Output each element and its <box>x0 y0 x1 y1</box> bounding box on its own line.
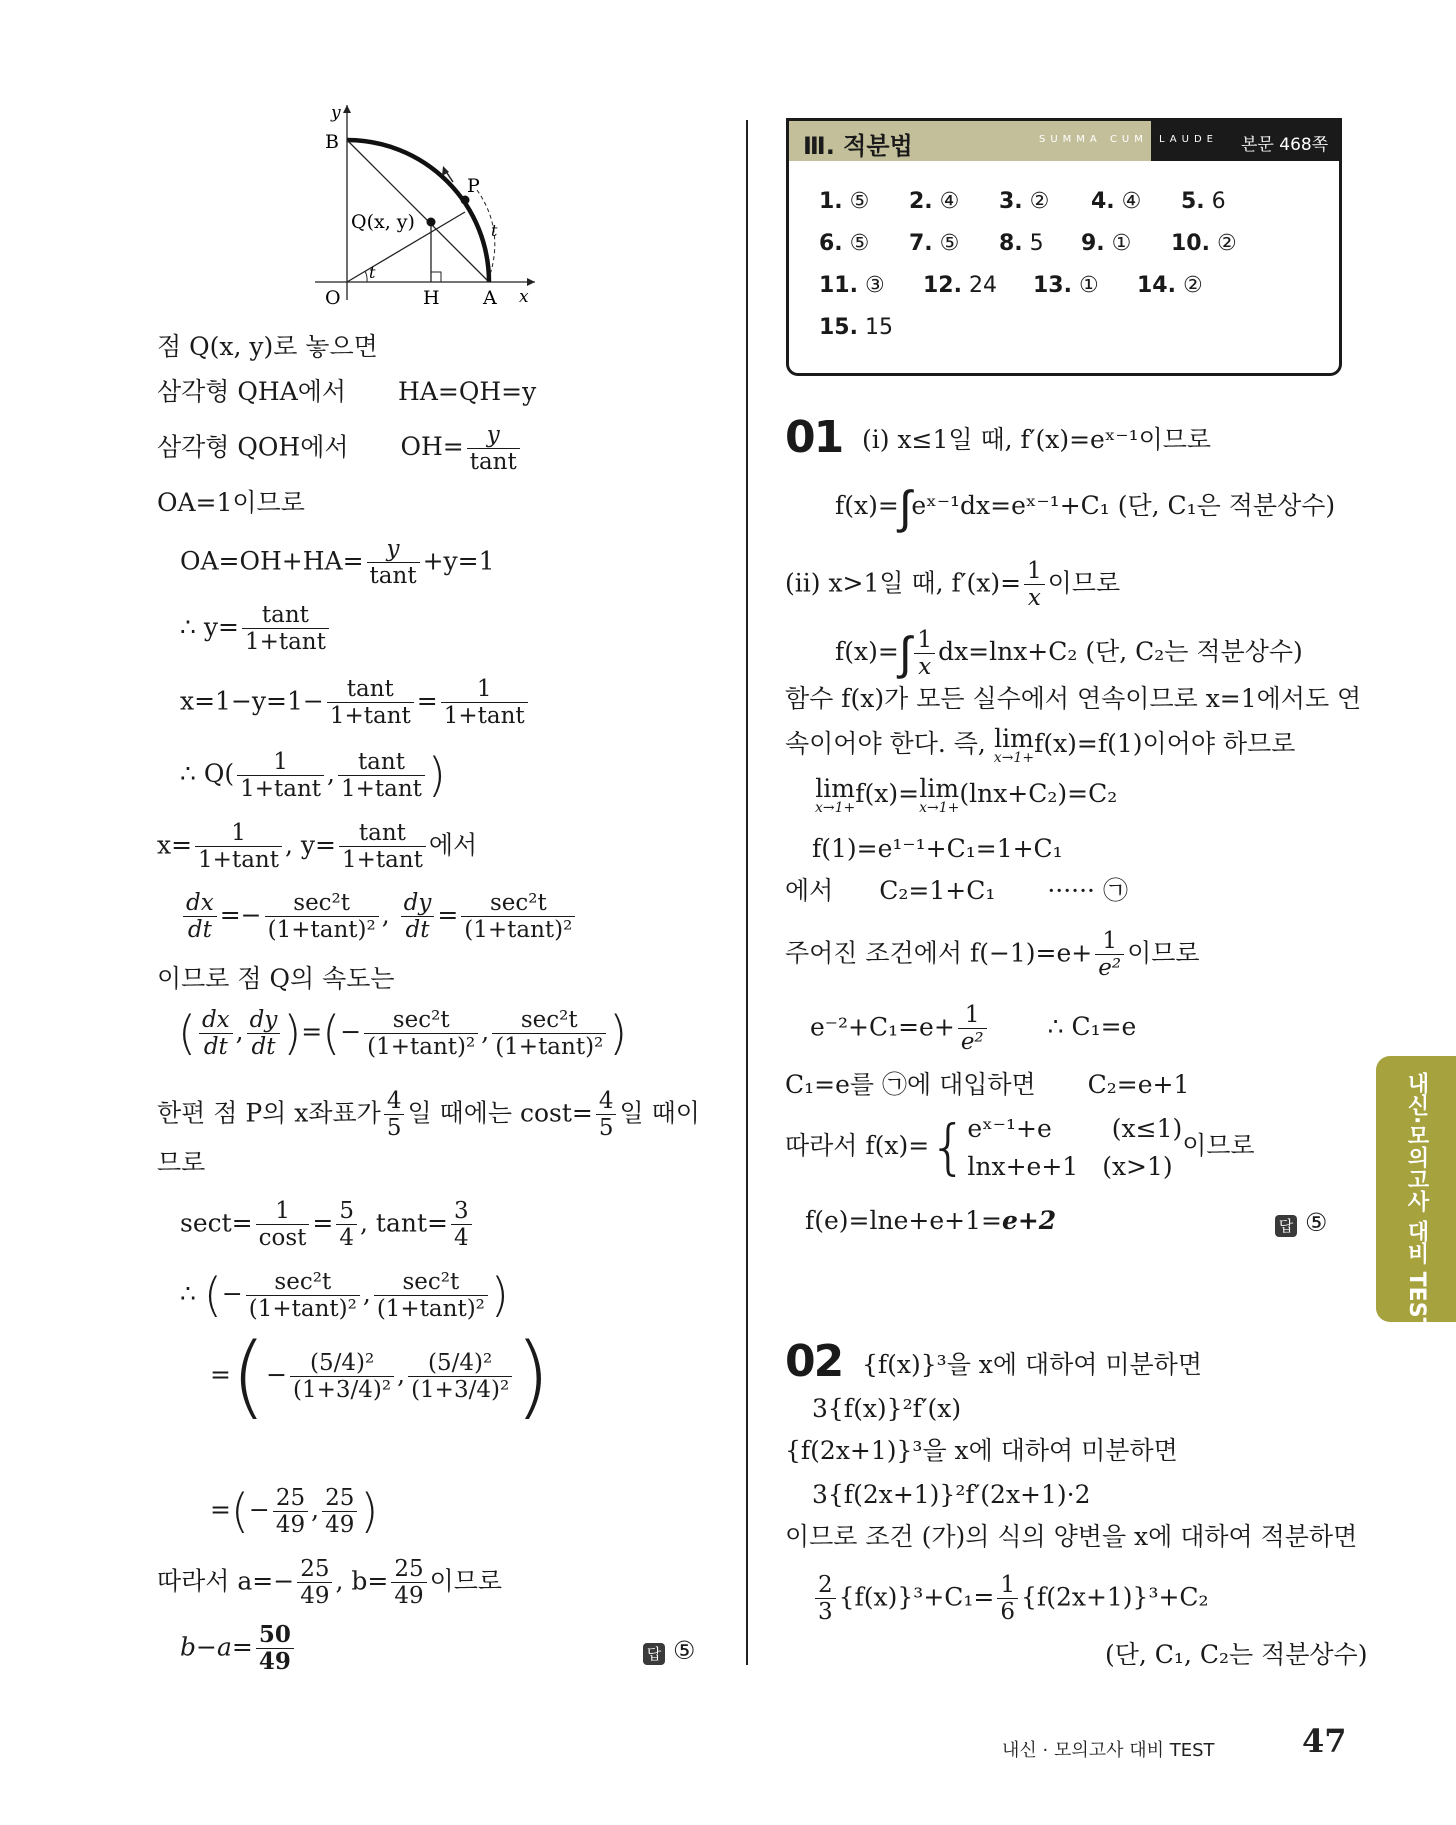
label-A: A <box>483 287 497 309</box>
answer-item: 5. 6 <box>1181 189 1226 214</box>
text: 이므로 <box>429 1566 503 1596</box>
fraction: $\frac{\text{sec²t}}{\text{(1+tant)²}}$ <box>492 1007 606 1061</box>
text: {f(x)}³+C₁= <box>838 1582 995 1612</box>
label: 삼각형 QHA에서 <box>157 377 347 406</box>
fraction: $\frac{\text{sec²t}}{\text{(1+tant)²}}$ <box>461 890 575 944</box>
left-line-20 <box>180 1622 297 1676</box>
final-answer-fraction: $\frac{50}{49}$ <box>256 1622 294 1676</box>
fraction: $\frac{y}{\tan t}$ <box>367 536 420 590</box>
answer-key-box <box>786 118 1342 376</box>
text: eˣ⁻¹dx=eˣ⁻¹+C₁ (단, C₁은 적분상수) <box>911 491 1336 521</box>
q01-line-6 <box>785 726 1295 765</box>
fraction: $\frac{2}{3}$ <box>815 1572 836 1626</box>
equation: C₂=1+C₁ <box>879 876 996 905</box>
fraction: $\frac{1}{\cos t}$ <box>256 1198 310 1252</box>
text: ∴ C₁=e <box>1047 1012 1137 1042</box>
text: , b= <box>335 1566 389 1596</box>
label-t-angle: t <box>369 263 376 282</box>
text: b−a= <box>180 1632 253 1662</box>
q01-line-4: f(x)=∫ $\frac{1}{x}$ dx=lnx+C₂ (단, C₂는 적분상수) <box>835 626 1303 681</box>
q01-line-7 <box>815 776 1117 815</box>
text: (ii) x>1일 때, f′(x)= <box>785 568 1022 598</box>
left-line-1: 점 Q(x, y)로 놓으면 <box>157 332 378 361</box>
fraction: $\frac{25}{49}$ <box>273 1485 308 1539</box>
text: 주어진 조건에서 f(−1)=e+ <box>785 938 1093 968</box>
equation-lhs: OA=OH+HA= <box>180 546 364 576</box>
q01-line-1: (i) x≤1일 때, f′(x)=eˣ⁻¹이므로 <box>862 425 1212 454</box>
left-line-7: x=1−y=1− $\frac{\tan t}{1+\tan t}$ = $\frac{1}{1+\tan t}$ <box>180 676 531 730</box>
therefore: ∴ y= <box>180 612 239 642</box>
tan-eq: , tant= <box>360 1208 448 1238</box>
marker: ······ ㉠ <box>1047 876 1128 905</box>
q01-line-2: f(x)=∫eˣ⁻¹dx=eˣ⁻¹+C₁ (단, C₁은 적분상수) <box>835 480 1336 534</box>
equation: OH= <box>400 432 464 462</box>
text: f(x)=f(1)이어야 하므로 <box>1034 729 1296 758</box>
fraction: $\frac{1}{1+\tan t}$ <box>195 820 282 874</box>
left-line-18: =(− $\frac{25}{49}$ , $\frac{25}{49}$ ) <box>210 1484 379 1539</box>
chapter-title: Ⅲ. 적분법 <box>803 132 913 160</box>
answer-item: 2. ④ <box>909 189 960 214</box>
fraction: $\frac{3}{4}$ <box>451 1198 472 1252</box>
left-line-4: OA=1이므로 <box>157 488 305 517</box>
point-Q <box>427 218 436 227</box>
text: 따라서 f(x)= <box>785 1131 930 1160</box>
fraction: $\frac{1}{\text{e²}}$ <box>1095 928 1124 982</box>
label-O: O <box>325 287 341 309</box>
q01-line-9 <box>785 876 1128 906</box>
text: f(x)= <box>835 491 899 521</box>
fraction: $\frac{25}{49}$ <box>297 1556 332 1610</box>
text: f(x)= <box>855 779 920 808</box>
page-number: 47 <box>1302 1722 1347 1760</box>
label-Q: Q(x, y) <box>351 211 415 233</box>
fraction: $\frac{\text{sec²t}}{\text{(1+tant)²}}$ <box>246 1269 360 1323</box>
left-line-6 <box>180 602 332 656</box>
text: 이므로 <box>1127 938 1200 968</box>
left-line-13 <box>157 1088 700 1142</box>
left-line-12: ( $\frac{dx}{dt}$ , $\frac{dy}{dt}$ )=(− $\frac{\text{sec²t}}{\text{(1+tant)²}}$ , $\frac{\text{sec²t}}{\text{(1+tant)²}}$ ) <box>178 1006 628 1061</box>
text: C₁=e를 ㉠에 대입하면 <box>785 1070 1036 1099</box>
left-answer <box>643 1636 695 1666</box>
fraction: $\frac{\text{(5/4)²}}{\text{(1+3/4)²}}$ <box>408 1350 512 1404</box>
fraction: $\frac{1}{x}$ <box>914 627 935 681</box>
fraction: $\frac{\tan t}{1+\tan t}$ <box>338 749 425 803</box>
fraction: $\frac{4}{5}$ <box>384 1088 405 1142</box>
page-ref: 본문 468쪽 <box>1241 135 1329 155</box>
q01-line-8: f(1)=e¹⁻¹+C₁=1+C₁ <box>812 834 1063 863</box>
fraction: $\frac{dx}{dt}$ <box>183 890 217 944</box>
answer-mark-icon: 답 <box>643 1643 665 1665</box>
equation: C₂=e+1 <box>1087 1070 1190 1099</box>
brand-left: SUMMA CUM <box>1039 134 1148 145</box>
fraction: $\frac{dy}{dt}$ <box>401 890 435 944</box>
answer-item: 9. ① <box>1081 231 1132 256</box>
text: (lnx+C₂)=C₂ <box>959 779 1118 808</box>
left-line-11: 이므로 점 Q의 속도는 <box>157 964 395 993</box>
fraction: $\frac{1}{\text{e²}}$ <box>958 1002 987 1056</box>
q02-line-6 <box>812 1572 1209 1626</box>
limit: lim x→1+ <box>919 774 960 816</box>
q01-line-13: 따라서 f(x)={ eˣ⁻¹+e (x≤1) lnx+e+1 (x>1) 이므로 <box>785 1110 1255 1185</box>
q01-line-10 <box>785 928 1200 982</box>
side-tab <box>1376 1056 1456 1333</box>
fraction: $\frac{\text{(5/4)²}}{\text{(1+3/4)²}}$ <box>290 1350 394 1404</box>
q02-line-2: 3{f(x)}²f′(x) <box>812 1394 962 1423</box>
q01-line-5: 함수 f(x)가 모든 실수에서 연속이므로 x=1에서도 연 <box>785 684 1362 713</box>
left-line-9 <box>157 820 477 874</box>
text: f(x)= <box>835 637 899 667</box>
left-line-10: $\frac{dx}{dt}$ =− $\frac{\text{sec²t}}{\text{(1+tant)²}}$ , $\frac{dy}{dt}$ = $\frac{\text{sec²t}}{\text{(1+tant)²}}$ <box>180 890 578 944</box>
left-line-8: ∴ Q( $\frac{1}{1+\tan t}$ , $\frac{\tan t}{1+\tan t}$ ) <box>180 748 446 803</box>
text: 속이어야 한다. 즉, <box>785 729 986 758</box>
text: 에서 <box>785 876 834 905</box>
limit: lim x→1+ <box>815 774 856 816</box>
left-line-2 <box>157 377 536 407</box>
left-line-19 <box>157 1556 502 1610</box>
fraction: $\frac{\tan t}{1+\tan t}$ <box>327 676 414 730</box>
left-line-5 <box>180 536 495 590</box>
y-eq: , y= <box>284 830 336 860</box>
answer-item: 15. 15 <box>819 315 893 340</box>
q01-line-3 <box>785 558 1120 612</box>
fraction: $\frac{dx}{dt}$ <box>199 1007 233 1061</box>
q02-line-3: {f(2x+1)}³을 x에 대하여 미분하면 <box>785 1436 1178 1465</box>
text: e⁻²+C₁=e+ <box>810 1012 955 1042</box>
answer-value: ⑤ <box>672 1636 696 1665</box>
fraction: $\frac{\text{sec²t}}{\text{(1+tant)²}}$ <box>265 890 379 944</box>
fraction: $\frac{y}{\tan t}$ <box>467 422 520 476</box>
fraction: $\frac{4}{5}$ <box>596 1088 617 1142</box>
page-ref-bar <box>1151 121 1339 161</box>
text: 일 때이 <box>619 1098 700 1128</box>
label: 삼각형 QOH에서 <box>157 432 349 462</box>
text: f(e)=lne+e+1= <box>805 1206 1002 1235</box>
fraction: $\frac{\tan t}{1+\tan t}$ <box>242 602 329 656</box>
fraction: $\frac{5}{4}$ <box>336 1198 357 1252</box>
text: {f(2x+1)}³+C₂ <box>1021 1582 1209 1612</box>
left-line-15: sect= $\frac{1}{\cos t}$ = $\frac{5}{4}$ , tant= $\frac{3}{4}$ <box>180 1198 475 1252</box>
left-line-17: =(− $\frac{\text{(5/4)²}}{\text{(1+3/4)²}}$ , $\frac{\text{(5/4)²}}{\text{(1+3/4)²}}$ ) <box>210 1324 551 1429</box>
suffix: 에서 <box>428 830 478 860</box>
right-angle-mark <box>431 272 441 282</box>
fraction: $\frac{1}{6}$ <box>997 1572 1018 1626</box>
text: 따라서 a=− <box>157 1566 295 1596</box>
left-line-16: ∴ (− $\frac{\text{sec²t}}{\text{(1+tant)²}}$ , $\frac{\text{sec²t}}{\text{(1+tant)²}}$ ) <box>180 1268 509 1323</box>
equation: HA=QH=y <box>398 377 537 406</box>
text: 이므로 <box>1047 568 1121 598</box>
answer-item: 8. 5 <box>999 231 1044 256</box>
q02-line-5: 이므로 조건 (가)의 식의 양변을 x에 대하여 적분하면 <box>785 1522 1358 1551</box>
side-tab-label: 내신·모의고사 대비 TEST <box>1404 1072 1429 1333</box>
fraction: $\frac{1}{1+\tan t}$ <box>441 676 528 730</box>
answer-mark-icon: 답 <box>1275 1215 1297 1237</box>
answer-item: 14. ② <box>1137 273 1203 298</box>
label-t-arc: t <box>491 221 498 240</box>
answer-item: 12. 24 <box>923 273 997 298</box>
angle-t <box>365 271 367 282</box>
q01-line-14 <box>805 1206 1056 1236</box>
text: 일 때에는 cost= <box>407 1098 593 1128</box>
point-Q-label: ∴ Q( <box>180 759 235 789</box>
answer-item: 1. ⑤ <box>819 189 870 214</box>
label-H: H <box>423 287 440 309</box>
left-line-14: 므로 <box>157 1148 206 1177</box>
column-divider <box>746 120 748 1665</box>
q02-line-4: 3{f(2x+1)}²f′(2x+1)·2 <box>812 1480 1091 1509</box>
fraction: $\frac{\tan t}{1+\tan t}$ <box>339 820 426 874</box>
answer-item: 4. ④ <box>1091 189 1142 214</box>
q02-line-7: (단, C₁, C₂는 적분상수) <box>1105 1640 1368 1669</box>
fraction: $\frac{1}{1+\tan t}$ <box>237 749 324 803</box>
fraction: $\frac{dy}{dt}$ <box>247 1007 281 1061</box>
label-y: y <box>331 103 341 123</box>
fraction: $\frac{1}{x}$ <box>1024 558 1045 612</box>
question-number-02: 02 <box>785 1336 843 1387</box>
piecewise: eˣ⁻¹+e (x≤1) lnx+e+1 (x>1) <box>967 1114 1183 1181</box>
y-axis-arrow <box>343 105 351 113</box>
left-line-3 <box>157 422 523 476</box>
q01-line-11 <box>810 1002 1136 1056</box>
label-B: B <box>325 131 339 153</box>
fraction: $\frac{\text{sec²t}}{\text{(1+tant)²}}$ <box>364 1007 478 1061</box>
question-number-01: 01 <box>785 412 843 463</box>
label-P: P <box>467 175 480 197</box>
answer-item: 3. ② <box>999 189 1050 214</box>
limit: lim x→1+ <box>993 724 1035 766</box>
q01-answer <box>1275 1208 1327 1238</box>
answer-item: 13. ① <box>1033 273 1099 298</box>
chapter-bar <box>789 121 1151 161</box>
answer-item: 7. ⑤ <box>909 231 960 256</box>
fraction: $\frac{25}{49}$ <box>391 1556 426 1610</box>
answer-item: 6. ⑤ <box>819 231 870 256</box>
equation-rhs: +y=1 <box>422 546 495 576</box>
label-x: x <box>519 287 529 307</box>
q02-line-1: {f(x)}³을 x에 대하여 미분하면 <box>862 1350 1202 1379</box>
unit-circle-diagram <box>305 100 545 315</box>
fraction: $\frac{\text{sec²t}}{\text{(1+tant)²}}$ <box>374 1269 488 1323</box>
text: 이므로 <box>1182 1131 1255 1160</box>
text: dx=lnx+C₂ (단, C₂는 적분상수) <box>938 637 1303 667</box>
answer-value: ⑤ <box>1304 1208 1328 1237</box>
text: 한편 점 P의 x좌표가 <box>157 1098 381 1128</box>
footer-title: 내신 · 모의고사 대비 TEST <box>1002 1740 1215 1761</box>
fraction: $\frac{25}{49}$ <box>322 1485 357 1539</box>
answer-item: 10. ② <box>1171 231 1237 256</box>
brand-right: LAUDE <box>1159 134 1218 145</box>
answer-item: 11. ③ <box>819 273 885 298</box>
x-eq: x= <box>157 830 193 860</box>
final-answer: e+2 <box>1001 1206 1057 1235</box>
equation-lhs: x=1−y=1− <box>180 686 324 716</box>
x-axis-arrow <box>527 278 535 286</box>
q01-line-12 <box>785 1070 1189 1100</box>
sec-eq: sect= <box>180 1208 253 1238</box>
